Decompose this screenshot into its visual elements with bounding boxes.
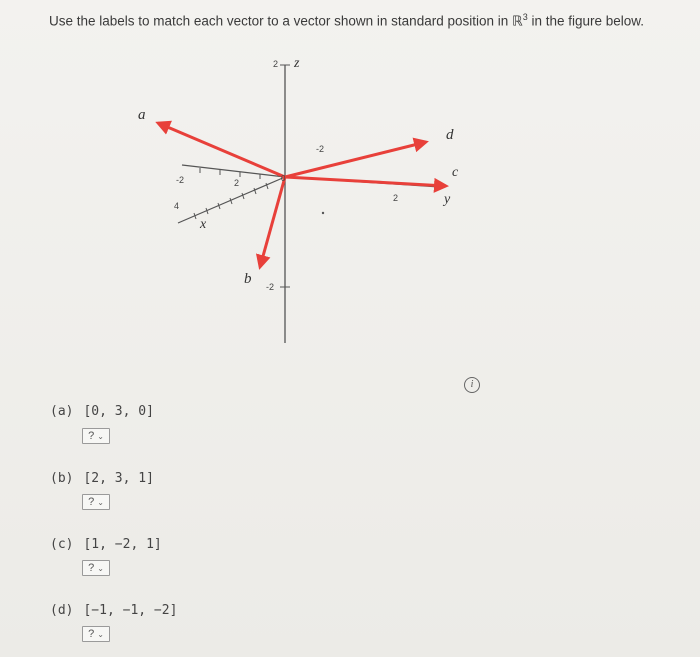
question-d-label: (d) bbox=[50, 603, 74, 618]
question-c-vector: [1, −2, 1] bbox=[83, 537, 162, 552]
real-space-symbol: ℝ bbox=[512, 13, 523, 29]
chevron-down-icon: ⌄ bbox=[97, 629, 104, 639]
answer-select-c[interactable] bbox=[82, 560, 110, 576]
problem-prompt bbox=[49, 12, 644, 30]
y-tick-label-neg: -2 bbox=[316, 144, 325, 154]
x-tick-label-neg: -2 bbox=[176, 175, 185, 185]
question-b bbox=[50, 471, 154, 486]
x-axis-label: x bbox=[200, 217, 207, 232]
question-d bbox=[50, 603, 177, 618]
question-a-label: (a) bbox=[50, 404, 74, 419]
vector-a-label: a bbox=[138, 107, 146, 123]
z-tick-label-top: 2 bbox=[273, 59, 279, 69]
vector-a bbox=[158, 123, 285, 177]
prompt-text-after: in the figure below. bbox=[527, 13, 645, 29]
question-c-label: (c) bbox=[50, 537, 74, 552]
question-b-vector: [2, 3, 1] bbox=[83, 471, 154, 486]
y-tick-label-pos: 2 bbox=[393, 193, 399, 203]
vector-c-label: c bbox=[452, 165, 459, 180]
question-d-vector: [−1, −1, −2] bbox=[83, 603, 178, 618]
x-tick-label-far: 4 bbox=[174, 201, 180, 211]
answer-select-b-value: ? bbox=[88, 496, 95, 508]
prompt-text-before: Use the labels to match each vector to a vector shown in standard position in bbox=[49, 13, 513, 29]
vector-b-label: b bbox=[244, 271, 252, 287]
x-axis-lower bbox=[178, 177, 285, 223]
question-a-vector: [0, 3, 0] bbox=[83, 404, 154, 419]
info-icon[interactable]: i bbox=[464, 377, 480, 393]
z-axis-label: z bbox=[294, 56, 300, 71]
x-tick-label-pos: 2 bbox=[234, 178, 240, 188]
question-b-label: (b) bbox=[50, 471, 74, 486]
vector-c bbox=[285, 177, 446, 186]
answer-select-b[interactable] bbox=[82, 494, 110, 510]
answer-select-d[interactable] bbox=[82, 626, 110, 642]
vector-d bbox=[285, 142, 426, 177]
vector-figure bbox=[130, 45, 490, 345]
chevron-down-icon: ⌄ bbox=[97, 497, 104, 507]
real-space-exponent: 3 bbox=[522, 12, 528, 22]
z-tick-label-bottom: -2 bbox=[266, 282, 275, 292]
vector-d-label: d bbox=[446, 127, 454, 143]
answer-select-d-value: ? bbox=[88, 628, 95, 640]
chevron-down-icon: ⌄ bbox=[97, 431, 104, 441]
answer-select-c-value: ? bbox=[88, 562, 95, 574]
answer-select-a[interactable] bbox=[82, 428, 110, 444]
question-a bbox=[50, 404, 154, 419]
y-axis-label: y bbox=[444, 192, 451, 207]
vector-b bbox=[260, 177, 285, 267]
stray-dot bbox=[322, 212, 324, 214]
answer-select-a-value: ? bbox=[88, 430, 95, 442]
question-c bbox=[50, 537, 162, 552]
origin-label: 0 bbox=[281, 174, 286, 183]
chevron-down-icon: ⌄ bbox=[97, 563, 104, 573]
